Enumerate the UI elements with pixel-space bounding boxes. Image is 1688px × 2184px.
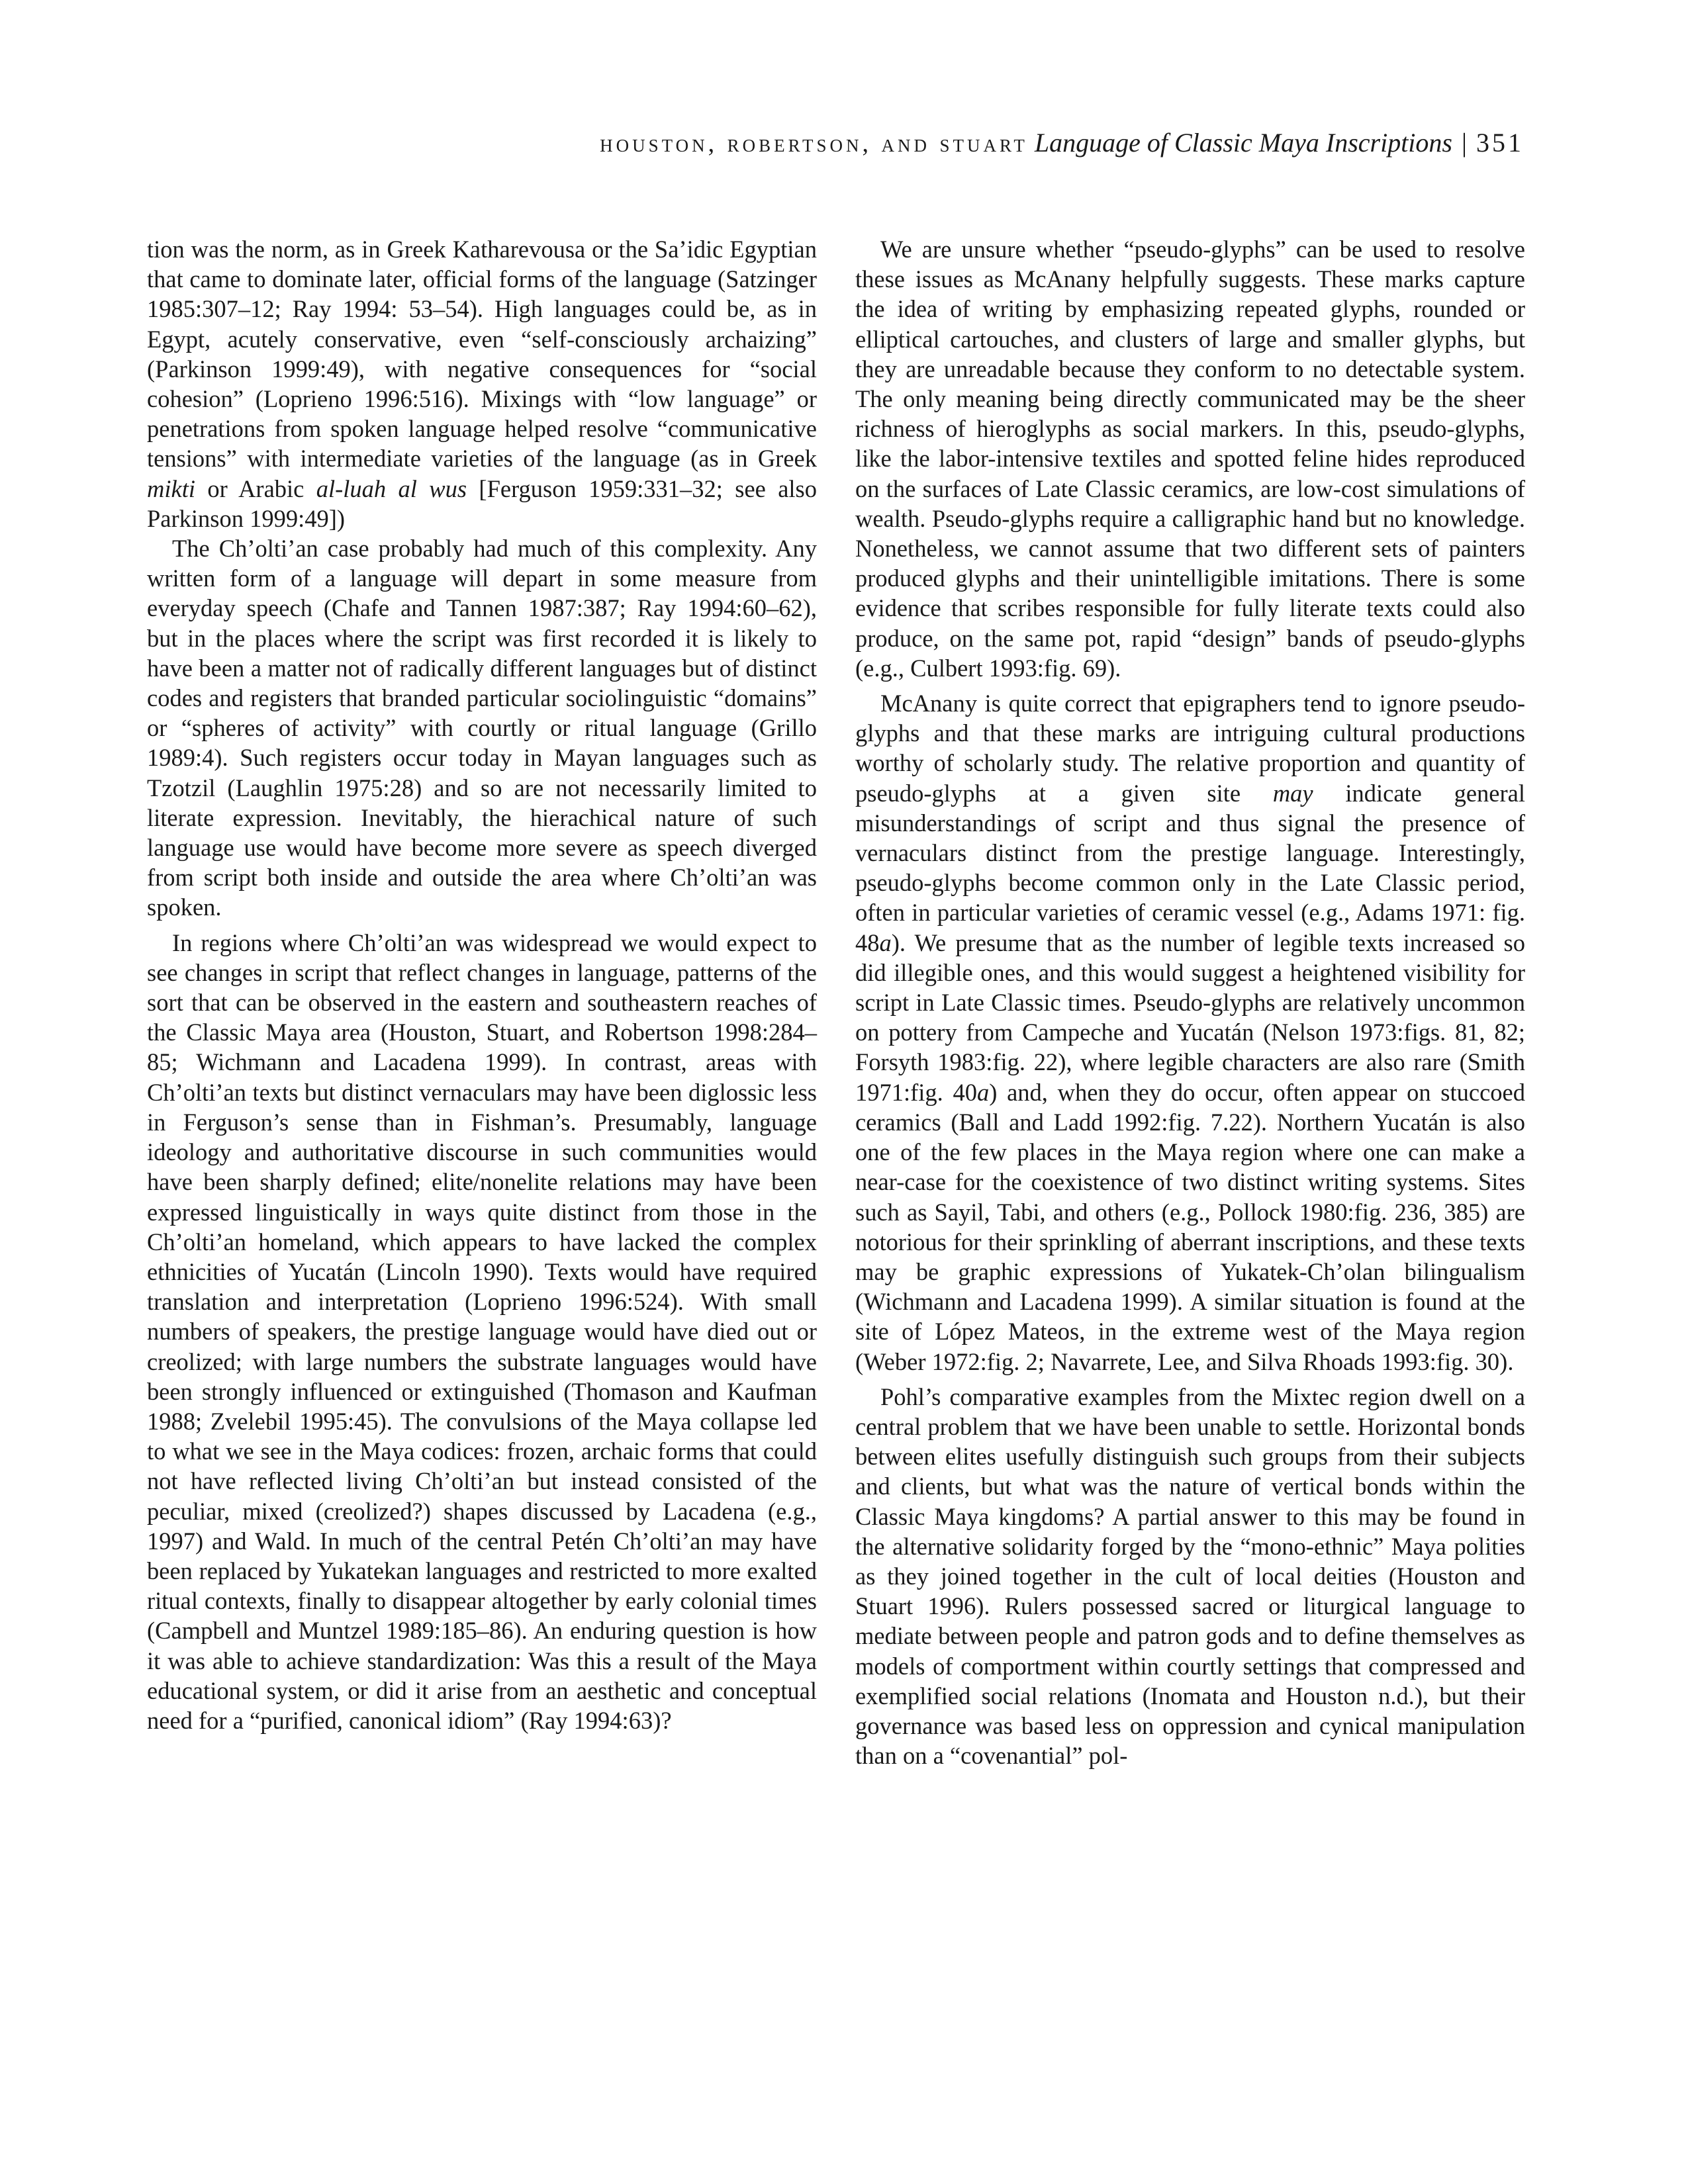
right-column bbox=[855, 234, 1525, 1770]
paragraph: In regions where Ch’olti’an was widespread we would expect to see changes in script that reflect changes in language, patterns of the sort that can be observed in the eastern and southeastern reaches of the Classic Maya area (Houston, Stuart, and Robertson 1998:284–85; Wichmann and Lacadena 1999). In contrast, areas with Ch’olti’an texts but distinct vernaculars may have been diglossic less in Ferguson’s sense than in Fishman’s. Presumably, language ideology and authoritative discourse in such communities would have been sharply defined; elite/nonelite relations may have been expressed linguistically in ways quite distinct from those in the Ch’olti’an homeland, which appears to have lacked the complex ethnicities of Yucatán (Lincoln 1990). Texts would have required translation and interpretation (Loprieno 1996:524). With small numbers of speakers, the prestige language would have died out or creolized; with large numbers the substrate languages would have been strongly influenced or extinguished (Thomason and Kaufman 1988; Zvelebil 1995:45). The convulsions of the Maya collapse led to what we see in the Maya codices: frozen, archaic forms that could not have reflected living Ch’olti’an but instead consisted of the peculiar, mixed (creolized?) shapes discussed by Lacadena (e.g., 1997) and Wald. In much of the central Petén Ch’olti’an may have been replaced by Yukatekan languages and restricted to more exalted ritual contexts, finally to disappear altogether by early colonial times (Campbell and Muntzel 1989:185–86). An enduring question is how it was able to achieve standardization: Was this a result of the Maya educational system, or did it arise from an aesthetic and conceptual need for a “purified, canonical idiom” (Ray 1994:63)? bbox=[147, 929, 817, 1734]
paragraph bbox=[855, 688, 1525, 1377]
paragraph-continuation bbox=[147, 234, 817, 533]
running-head bbox=[600, 130, 1524, 156]
text-run: ) and, when they do occur, often appear on stuccoed ceramics (Ball and Ladd 1992:fig. 7.22). Northern Yucatán is also one of the few places in the Maya region where one can make a near-case for the coexistence of two distinct writing systems. Sites such as Sayil, Tabi, and others (e.g., Pollock 1980:fig. 236, 385) are notorious for their sprinkling of aberrant inscriptions, and these texts may be graphic expressions of Yukatek-Ch’olan bilingualism (Wichmann and Lacadena 1999). A similar situation is found at the site of López Mateos, in the extreme west of the Maya region (Weber 1972:fig. 2; Navarrete, Lee, and Silva Rhoads 1993:fig. 30). bbox=[855, 1078, 1525, 1375]
italic-term: mikti bbox=[147, 475, 195, 502]
paragraph: The Ch’olti’an case probably had much of this complexity. Any written form of a language will depart in some measure from everyday speech (Chafe and Tannen 1987:387; Ray 1994:60–62), but in the places where the script was first recorded it is likely to have been a matter not of radically different languages but of distinct codes and registers that branded particular sociolinguistic “domains” or “spheres of activity” with courtly or ritual language (Grillo 1989:4). Such registers occur today in Mayan languages such as Tzotzil (Laughlin 1975:28) and so are not necessarily limited to literate expression. Inevitably, the hierachical nature of such language use would have become more severe as speech diverged from script both inside and outside the area where Ch’olti’an was spoken. bbox=[147, 535, 817, 921]
running-head-title: Language of Classic Maya Inscriptions bbox=[1034, 128, 1452, 158]
text-run: tion was the norm, as in Greek Katharevousa or the Sa’idic Egyptian that came to dominate later, official forms of the language (Satzinger 1985:307–12; Ray 1994: 53–54). High languages could be, as in Egypt, acutely conservative, even “self-consciously archaizing” (Parkinson 1999:49), with negative consequences for “social cohesion” (Loprieno 1996:516). Mixings with “low language” or penetrations from spoken language helped resolve “communicative tensions” with intermediate varieties of the language (as in Greek bbox=[147, 236, 817, 473]
left-column bbox=[147, 234, 817, 1735]
text-run: or Arabic bbox=[195, 475, 316, 502]
page-number: 351 bbox=[1476, 128, 1524, 158]
text-run: McAnany is quite correct that epigraphers tend to ignore pseudo-glyphs and that these marks are intriguing cultural productions worthy of scholarly study. The relative proportion and quantity of pseudo-glyphs at a given site bbox=[855, 690, 1525, 807]
italic-term: a bbox=[977, 1078, 990, 1106]
text-run: indicate general misunderstandings of script and thus signal the presence of vernaculars distinct from the prestige language. Interestingly, pseudo-glyphs become common only in the Late Classic period, often in particular varieties of ceramic vessel (e.g., Adams 1971: fig. 48 bbox=[855, 779, 1525, 956]
running-head-separator: | bbox=[1461, 128, 1467, 158]
text-run: ). We presume that as the number of legible texts increased so did illegible ones, and this would suggest a heightened visibility for script in Late Classic times. Pseudo-glyphs are relatively uncommon on pottery from Campeche and Yucatán (Nelson 1973:figs. 81, 82; Forsyth 1983:fig. 22), where legible characters are also rare (Smith 1971:fig. 40 bbox=[855, 929, 1525, 1106]
italic-term: may bbox=[1272, 779, 1313, 807]
text-run: [Ferguson 1959:331–32; see also Parkinson 1999:49]) bbox=[147, 475, 817, 532]
paragraph: Pohl’s comparative examples from the Mixtec region dwell on a central problem that we have been unable to settle. Horizontal bonds between elites usefully distinguish such groups from their subjects and clients, but what was the nature of vertical bonds within the Classic Maya kingdoms? A partial answer to this may be found in the alternative solidarity forged by the “mono-ethnic” Maya polities as they joined together in the cult of local deities (Houston and Stuart 1996). Rulers possessed sacred or liturgical language to mediate between people and patron gods and to define themselves as models of comportment within courtly settings that compressed and exemplified social relations (Inomata and Houston n.d.), but their governance was based less on oppression and cynical manipulation than on a “covenantial” pol- bbox=[855, 1383, 1525, 1770]
italic-term: a bbox=[879, 929, 892, 956]
running-head-authors: houston, robertson, and stuart bbox=[600, 130, 1028, 158]
paragraph: We are unsure whether “pseudo-glyphs” can be used to resolve these issues as McAnany helpfully suggests. These marks capture the idea of writing by emphasizing repeated glyphs, rounded or elliptical cartouches, and clusters of large and smaller glyphs, but they are unreadable because they conform to no detectable system. The only meaning being directly communicated may be the sheer richness of hieroglyphs as social markers. In this, pseudo-glyphs, like the labor-intensive textiles and spotted feline hides reproduced on the surfaces of Late Classic ceramics, are low-cost simulations of wealth. Pseudo-glyphs require a calligraphic hand but no knowledge. Nonetheless, we cannot assume that two different sets of painters produced glyphs and their unintelligible imitations. There is some evidence that scribes responsible for fully literate texts could also produce, on the same pot, rapid “design” bands of pseudo-glyphs (e.g., Culbert 1993:fig. 69). bbox=[855, 236, 1525, 682]
italic-term: al-luah al wus bbox=[316, 475, 467, 502]
